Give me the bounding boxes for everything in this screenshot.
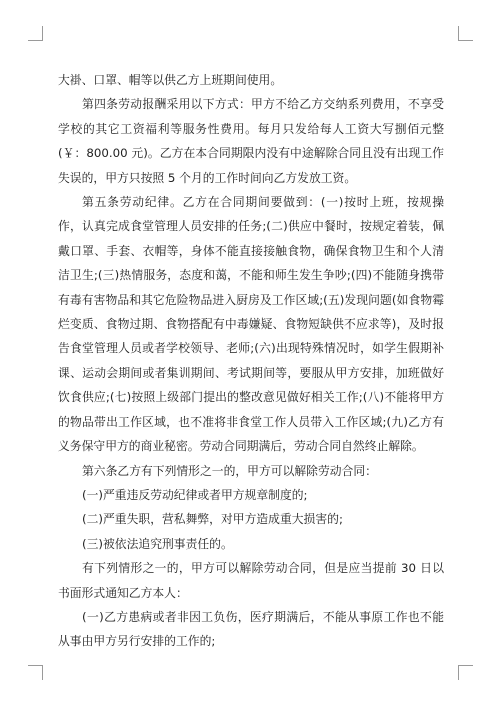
document-body [58,68,444,654]
crop-mark-top-right [458,26,473,41]
crop-mark-top-left [28,26,43,41]
paragraph-article-4: 第四条劳动报酬采用以下方式：甲方不给乙方交纳系列费用，不享受学校的其它工资福利等服务性费用。每月只发给每人工资大写捌佰元整(￥：800.00 元)。乙方在本合同期限内没有中途解除合同且没有出现工作失误的，甲方只按照 5 个月的工作时间向乙方发放工资。 [58,97,444,185]
paragraph-article-5: 第五条劳动纪律。乙方在合同期间要做到：(一)按时上班，按规操作，认真完成食堂管理人员安排的任务;(二)供应中餐时，按规定着装，佩戴口罩、手套、衣帽等，身体不能直接接触食物，确保食物卫生和个人清洁卫生;(三)热情服务，态度和蔼，不能和师生发生争吵;(四)不能随身携带有毒有害物品和其它危险物品进入厨房及工作区域;(五)发现问题(如食物霉烂变质、食物过期、食物搭配有中毒嫌疑、食物短缺供不应求等)，及时报告食堂管理人员或者学校领导、老师;(六)出现特殊情况时，如学生假期补课、运动会期间或者集训期间、考试期间等，要服从甲方安排，加班做好饮食供应;(七)按照上级部门提出的整改意见做好相关工作;(八)不能将甲方的物品带出工作区域，也不准将非食堂工作人员带入工作区域;(九)乙方有义务保守甲方的商业秘密。劳动合同期满后，劳动合同自然终止解除。 [58,195,444,454]
paragraph-notice-termination: 有下列情形之一的，甲方可以解除劳动合同，但是应当提前 30 日以书面形式通知乙方本人： [58,561,444,600]
paragraph-notice-item-1: (一)乙方患病或者非因工负伤，医疗期满后，不能从事原工作也不能从事由甲方另行安排的工作的; [58,609,444,649]
paragraph-continuation: 大褂、口罩、帽等以供乙方上班期间使用。 [58,73,283,87]
paragraph-article-6-item-1: (一)严重违反劳动纪律或者甲方规章制度的; [82,487,308,502]
crop-mark-bottom-left [28,665,43,680]
paragraph-article-6: 第六条乙方有下列情形之一的，甲方可以解除劳动合同： [82,463,377,478]
paragraph-article-6-item-3: (三)被依法追究刑事责任的。 [82,536,233,551]
paragraph-article-6-item-2: (二)严重失职，营私舞弊，对甲方造成重大损害的; [82,512,343,527]
crop-mark-bottom-right [458,665,473,680]
